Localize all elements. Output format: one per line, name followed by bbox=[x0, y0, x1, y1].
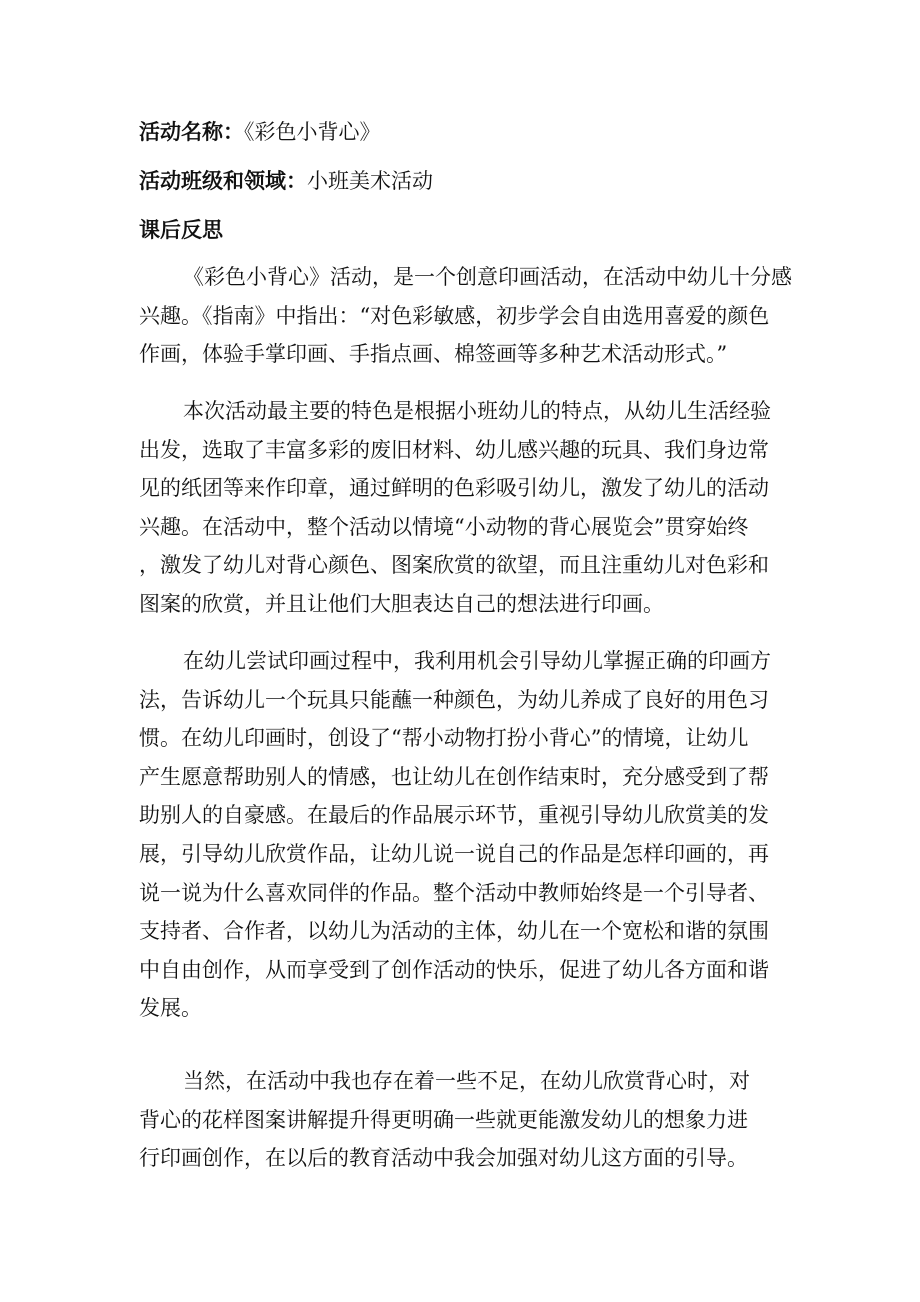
paragraph-line: 兴趣。《指南》中指出：“对色彩敏感，初步学会自由选用喜爱的颜色 bbox=[139, 303, 770, 328]
activity-class-domain-line bbox=[139, 167, 433, 195]
paragraph-line: ，激发了幼儿对背心颜色、图案欣赏的欲望，而且注重幼儿对色彩和 bbox=[139, 553, 769, 578]
paragraph-line: 背心的花样图案讲解提升得更明确一些就更能激发幼儿的想象力进 bbox=[139, 1107, 748, 1132]
paragraph-line: 兴趣。在活动中，整个活动以情境“小动物的背心展览会”贯穿始终 bbox=[139, 514, 749, 539]
paragraph-line: 展，引导幼儿欣赏作品，让幼儿说一说自己的作品是怎样印画的，再 bbox=[139, 841, 769, 866]
paragraph-line: 行印画创作，在以后的教育活动中我会加强对幼儿这方面的引导。 bbox=[139, 1146, 748, 1171]
paragraph-line: 产生愿意帮助别人的情感，也让幼儿在创作结束时，充分感受到了帮 bbox=[139, 764, 769, 789]
class-domain-label: 活动班级和领域： bbox=[139, 168, 307, 193]
section-heading-reflection: 课后反思 bbox=[139, 217, 223, 242]
paragraph-line: 惯。在幼儿印画时，创设了“帮小动物打扮小背心”的情境，让幼儿 bbox=[139, 726, 749, 751]
paragraph-1 bbox=[139, 258, 799, 374]
paragraph-line: 作画，体验手掌印画、手指点画、棉签画等多种艺术活动形式。” bbox=[139, 342, 728, 367]
paragraph-line: 见的纸团等来作印章，通过鲜明的色彩吸引幼儿，激发了幼儿的活动 bbox=[139, 476, 769, 501]
paragraph-line: 支持者、合作者，以幼儿为活动的主体，幼儿在一个宽松和谐的氛围 bbox=[139, 919, 769, 944]
activity-name-label: 活动名称： bbox=[139, 119, 244, 144]
paragraph-line: 本次活动最主要的特色是根据小班幼儿的特点，从幼儿生活经验 bbox=[183, 399, 771, 423]
paragraph-line: 出发，选取了丰富多彩的废旧材料、幼儿感兴趣的玩具、我们身边常 bbox=[139, 437, 769, 462]
class-domain-value: 小班美术活动 bbox=[307, 169, 433, 193]
paragraph-2 bbox=[139, 392, 799, 624]
paragraph-4 bbox=[139, 1062, 799, 1178]
paragraph-line: 图案的欣赏，并且让他们大胆表达自己的想法进行印画。 bbox=[139, 591, 664, 616]
activity-name-line bbox=[139, 118, 381, 146]
paragraph-line: 当然，在活动中我也存在着一些不足，在幼儿欣赏背心时，对 bbox=[183, 1069, 750, 1093]
paragraph-3 bbox=[139, 642, 799, 1028]
paragraph-line: 《彩色小背心》活动，是一个创意印画活动，在活动中幼儿十分感 bbox=[183, 265, 792, 289]
paragraph-line: 法，告诉幼儿一个玩具只能蘸一种颜色，为幼儿养成了良好的用色习 bbox=[139, 687, 769, 712]
paragraph-line: 发展。 bbox=[139, 996, 202, 1021]
paragraph-line: 助别人的自豪感。在最后的作品展示环节，重视引导幼儿欣赏美的发 bbox=[139, 803, 769, 828]
paragraph-line: 说一说为什么喜欢同伴的作品。整个活动中教师始终是一个引导者、 bbox=[139, 880, 769, 905]
paragraph-line: 中自由创作，从而享受到了创作活动的快乐，促进了幼儿各方面和谐 bbox=[139, 957, 769, 982]
activity-name-value: 《彩色小背心》 bbox=[244, 120, 381, 144]
paragraph-line: 在幼儿尝试印画过程中，我利用机会引导幼儿掌握正确的印画方 bbox=[183, 649, 771, 673]
